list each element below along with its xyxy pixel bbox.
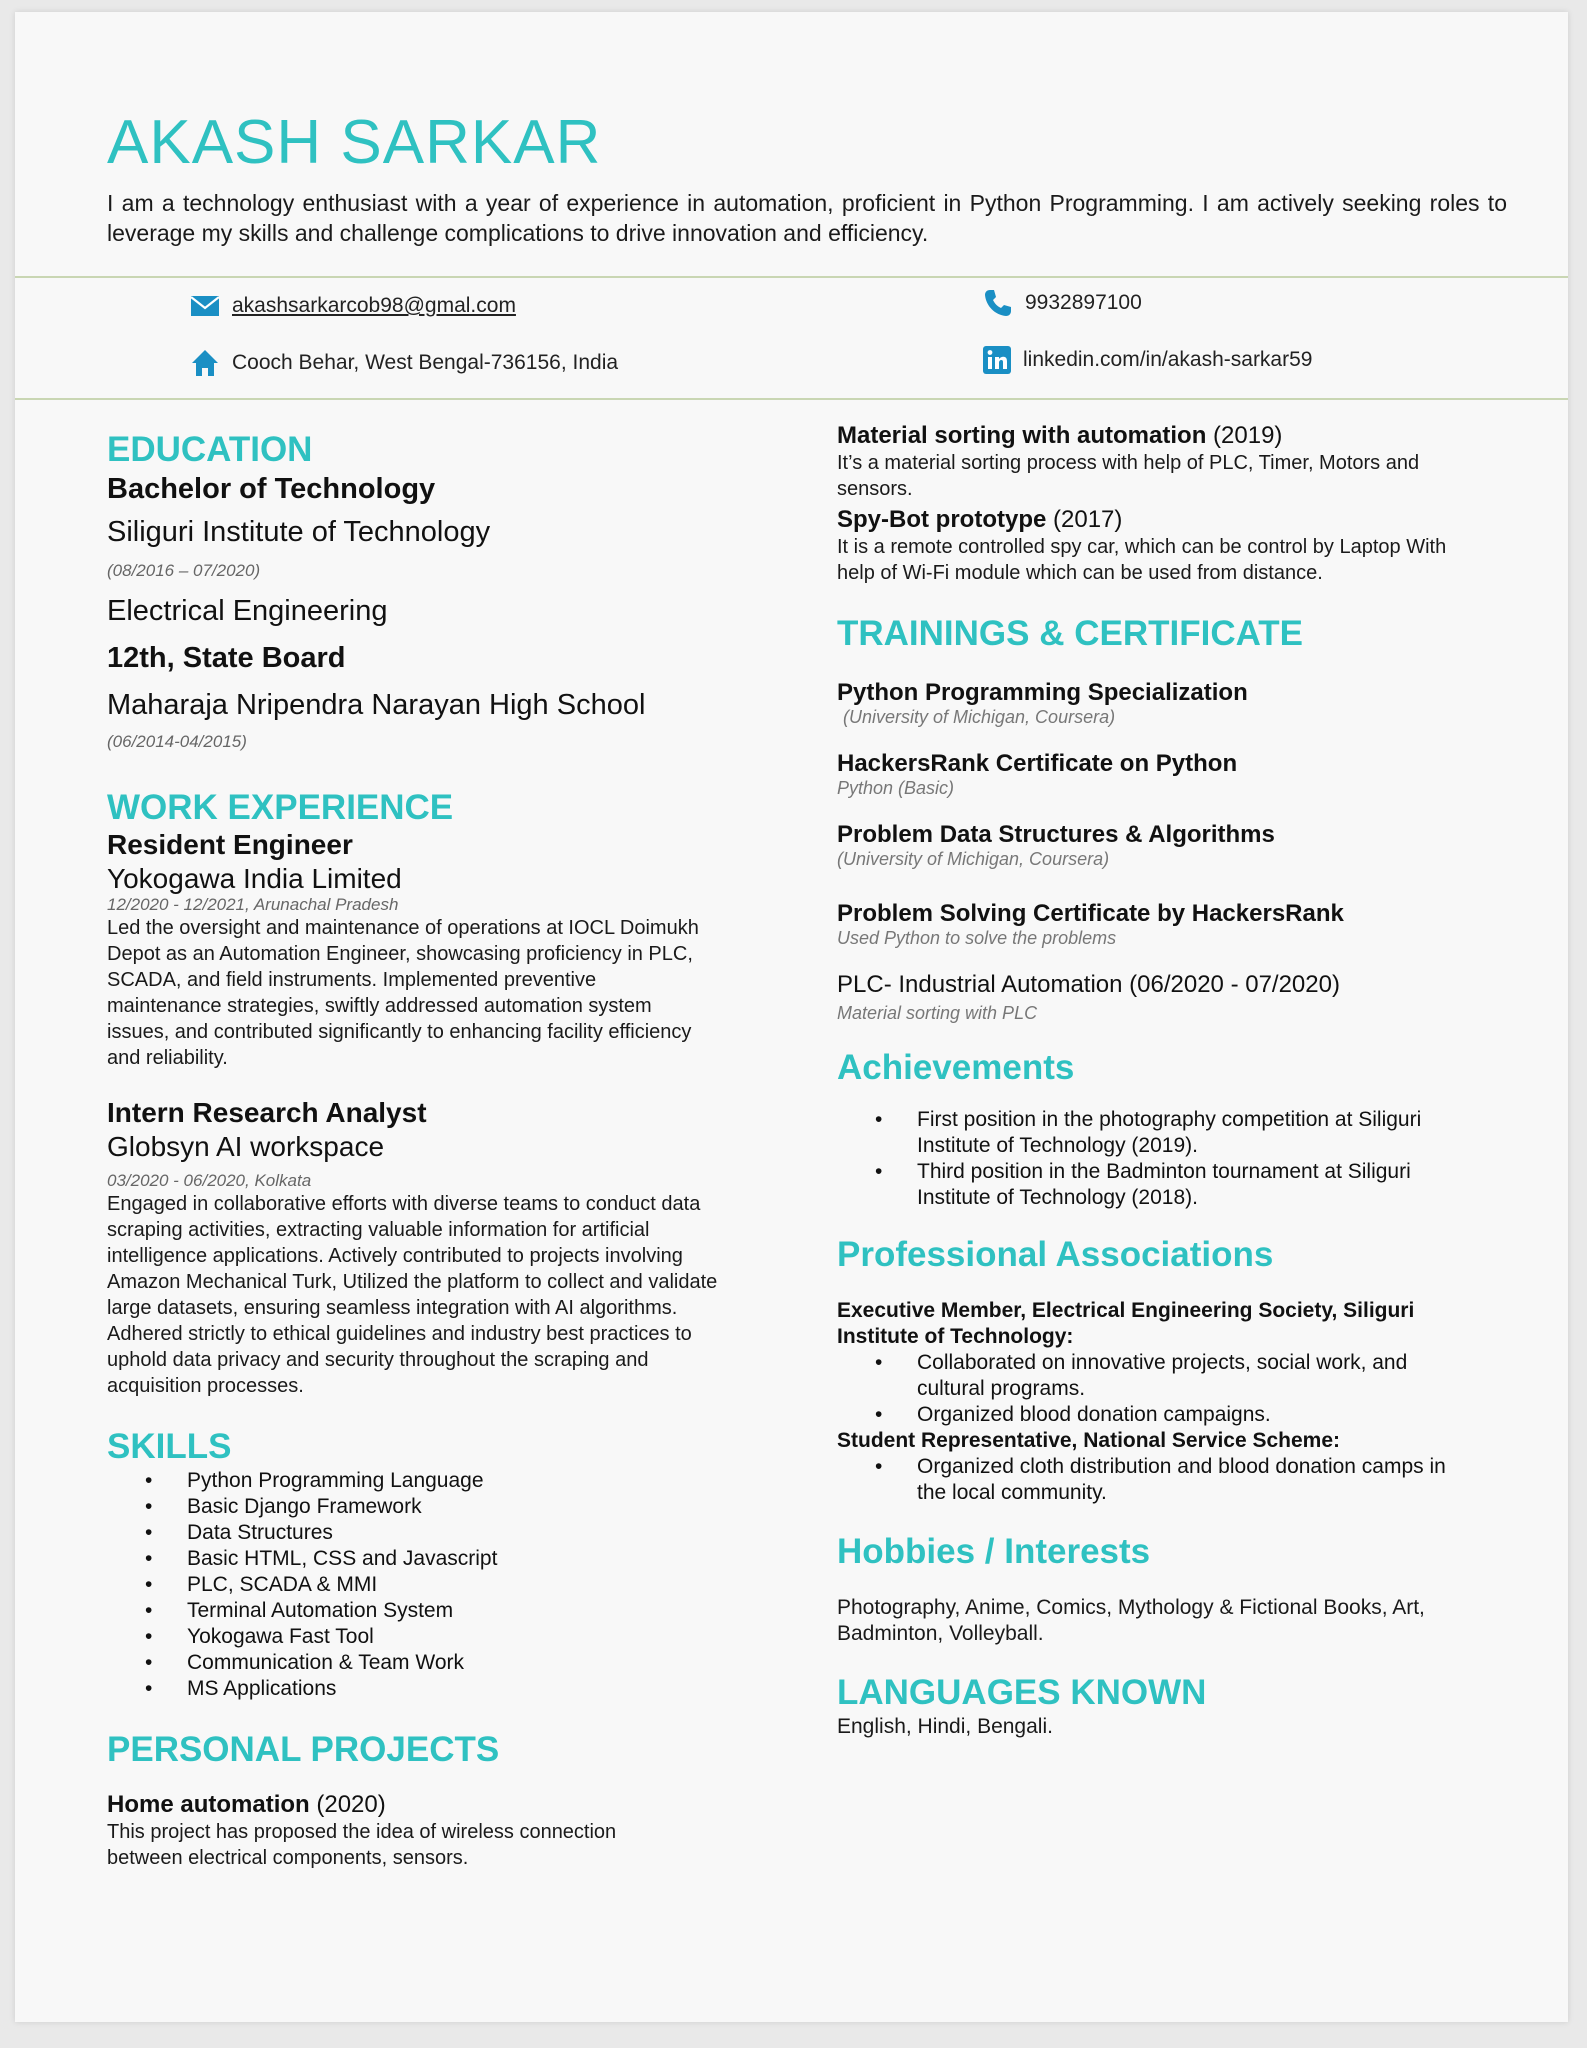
association-role: Student Representative, National Service Scheme:: [837, 1429, 1341, 1452]
achievement-item: • Third position in the Badminton tournament at Siliguri Institute of Technology (2018).: [837, 1159, 1477, 1211]
email-icon: [190, 295, 220, 317]
job-meta: 12/2020 - 12/2021, Arunachal Pradesh: [107, 895, 399, 914]
candidate-name: AKASH SARKAR: [107, 108, 602, 177]
education-college: Siliguri Institute of Technology: [107, 516, 491, 548]
training-sub: Used Python to solve the problems: [837, 928, 1117, 948]
trainings-title: TRAININGS & CERTIFICATE: [837, 614, 1304, 653]
skill-item: • Yokogawa Fast Tool: [107, 1624, 767, 1650]
training-item: [837, 679, 1517, 728]
association-role: Executive Member, Electrical Engineering Society, Siliguri Institute of Technology:: [837, 1299, 1415, 1348]
contact-address: [190, 348, 618, 378]
contact-linkedin[interactable]: [983, 346, 1312, 374]
association-list: [837, 1454, 1477, 1506]
email-link[interactable]: akashsarkarcob98@gmal.com: [232, 294, 516, 317]
project-year: (2017): [1053, 506, 1123, 533]
trainings-section: [837, 616, 1517, 1024]
hobbies-text: Photography, Anime, Comics, Mythology & Fictional Books, Art, Badminton, Volleyball.: [837, 1596, 1425, 1645]
education-school-level: 12th, State Board: [107, 642, 346, 674]
education-school-dates: (06/2014-04/2015): [107, 732, 247, 751]
association-item: • Organized cloth distribution and blood donation camps in the local community.: [837, 1454, 1477, 1506]
association-item: • Organized blood donation campaigns.: [837, 1402, 1477, 1428]
job-item: [107, 829, 767, 1071]
project-year: (2020): [316, 1791, 386, 1818]
training-sub: Material sorting with PLC: [837, 1003, 1038, 1023]
job-role: Intern Research Analyst: [107, 1097, 427, 1128]
project-year: (2019): [1213, 422, 1283, 449]
left-column: [107, 432, 767, 1871]
contact-phone: [983, 288, 1142, 318]
languages-text: English, Hindi, Bengali.: [837, 1715, 1053, 1738]
project-description: It is a remote controlled spy car, which can be control by Laptop With help of Wi-Fi module which can be used from distance.: [837, 536, 1447, 584]
languages-title: LANGUAGES KNOWN: [837, 1673, 1207, 1712]
skill-item: • Python Programming Language: [107, 1468, 767, 1494]
project-name: Home automation: [107, 1791, 310, 1818]
resume-page: [15, 12, 1568, 2022]
training-name: Problem Data Structures & Algorithms: [837, 821, 1275, 848]
project-description: It’s a material sorting process with help of PLC, Timer, Motors and sensors.: [837, 452, 1420, 500]
education-section: [107, 432, 767, 752]
address-text: Cooch Behar, West Bengal-736156, India: [232, 351, 619, 374]
education-school: Maharaja Nripendra Narayan High School: [107, 689, 646, 721]
skill-item: • PLC, SCADA & MMI: [107, 1572, 767, 1598]
training-item: [837, 900, 1517, 949]
linkedin-icon: [983, 346, 1011, 374]
work-section: [107, 790, 767, 1399]
job-role: Resident Engineer: [107, 829, 353, 860]
project-name: Material sorting with automation: [837, 422, 1207, 449]
association-item: • Collaborated on innovative projects, social work, and cultural programs.: [837, 1350, 1477, 1402]
home-icon: [190, 348, 220, 378]
contact-email[interactable]: [190, 294, 516, 318]
achievements-list: [837, 1107, 1477, 1211]
skill-item: • Terminal Automation System: [107, 1598, 767, 1624]
skill-item: • Communication & Team Work: [107, 1650, 767, 1676]
training-sub: Python (Basic): [837, 778, 955, 798]
skills-section: [107, 1429, 767, 1702]
training-name: PLC- Industrial Automation (06/2020 - 07/2020): [837, 971, 1340, 998]
hobbies-section: [837, 1534, 1517, 1647]
project-item: [837, 422, 1517, 502]
job-company: Globsyn AI workspace: [107, 1131, 385, 1162]
linkedin-link[interactable]: linkedin.com/in/akash-sarkar59: [1023, 348, 1313, 371]
associations-section: [837, 1237, 1517, 1506]
skill-item: • MS Applications: [107, 1676, 767, 1702]
hobbies-title: Hobbies / Interests: [837, 1532, 1151, 1571]
divider-bottom: [15, 398, 1568, 400]
languages-section: [837, 1675, 1517, 1740]
job-item: [107, 1097, 767, 1399]
skills-title: SKILLS: [107, 1427, 232, 1466]
skill-item: • Data Structures: [107, 1520, 767, 1546]
training-item: [837, 750, 1517, 799]
achievement-item: • First position in the photography competition at Siliguri Institute of Technology (2019).: [837, 1107, 1477, 1159]
training-name: Python Programming Specialization: [837, 679, 1248, 706]
job-description: Led the oversight and maintenance of operations at IOCL Doimukh Depot as an Automation Engineer, showcasing proficiency in PLC, SCADA, and field instruments. Implemented preventive maintenance strategies, swiftly addressed automation system issues, and contributed significantly to enhancing facility efficiency and reliability.: [107, 917, 699, 1069]
training-name: Problem Solving Certificate by HackersRank: [837, 900, 1344, 927]
education-college-dates: (08/2016 – 07/2020): [107, 561, 261, 580]
project-item: [837, 506, 1517, 586]
projects-section: [107, 1732, 767, 1871]
education-title: EDUCATION: [107, 430, 313, 469]
phone-icon: [983, 288, 1013, 318]
education-degree: Bachelor of Technology: [107, 473, 436, 505]
skills-list: [107, 1468, 767, 1702]
job-description: Engaged in collaborative efforts with diverse teams to conduct data scraping activities, extracting valuable information for artificial intelligence applications. Actively contributed to projects involving Amazon Mechanical Turk, Utilized the platform to collect and validate large datasets, ensuring seamless integration with AI algorithms. Adhered strictly to ethical guidelines and industry best practices to uphold data privacy and security throughout the scraping and acquisition processes.: [107, 1193, 718, 1397]
training-name: HackersRank Certificate on Python: [837, 750, 1238, 777]
training-item: [837, 821, 1517, 870]
skill-item: • Basic Django Framework: [107, 1494, 767, 1520]
training-item: [837, 971, 1517, 1024]
job-company: Yokogawa India Limited: [107, 863, 402, 894]
association-list: [837, 1350, 1477, 1428]
project-name: Spy-Bot prototype: [837, 506, 1047, 533]
training-sub: (University of Michigan, Coursera): [837, 849, 1110, 869]
project-item: [107, 1791, 767, 1871]
projects-title: PERSONAL PROJECTS: [107, 1730, 500, 1769]
skill-item: • Basic HTML, CSS and Javascript: [107, 1546, 767, 1572]
work-title: WORK EXPERIENCE: [107, 788, 454, 827]
phone-number: 9932897100: [1025, 291, 1142, 314]
right-column: [837, 422, 1517, 1740]
achievements-section: [837, 1050, 1517, 1211]
summary: I am a technology enthusiast with a year of experience in automation, proficient in Python Programming. I am actively seeking roles to leverage my skills and challenge complications to drive innovation and efficiency.: [107, 190, 1507, 246]
divider-top: [15, 276, 1568, 278]
associations-title: Professional Associations: [837, 1235, 1274, 1274]
training-sub: (University of Michigan, Coursera): [843, 707, 1116, 727]
job-meta: 03/2020 - 06/2020, Kolkata: [107, 1171, 312, 1190]
education-branch: Electrical Engineering: [107, 595, 388, 627]
achievements-title: Achievements: [837, 1048, 1075, 1087]
project-description: This project has proposed the idea of wireless connection between electrical components, sensors.: [107, 1821, 617, 1869]
